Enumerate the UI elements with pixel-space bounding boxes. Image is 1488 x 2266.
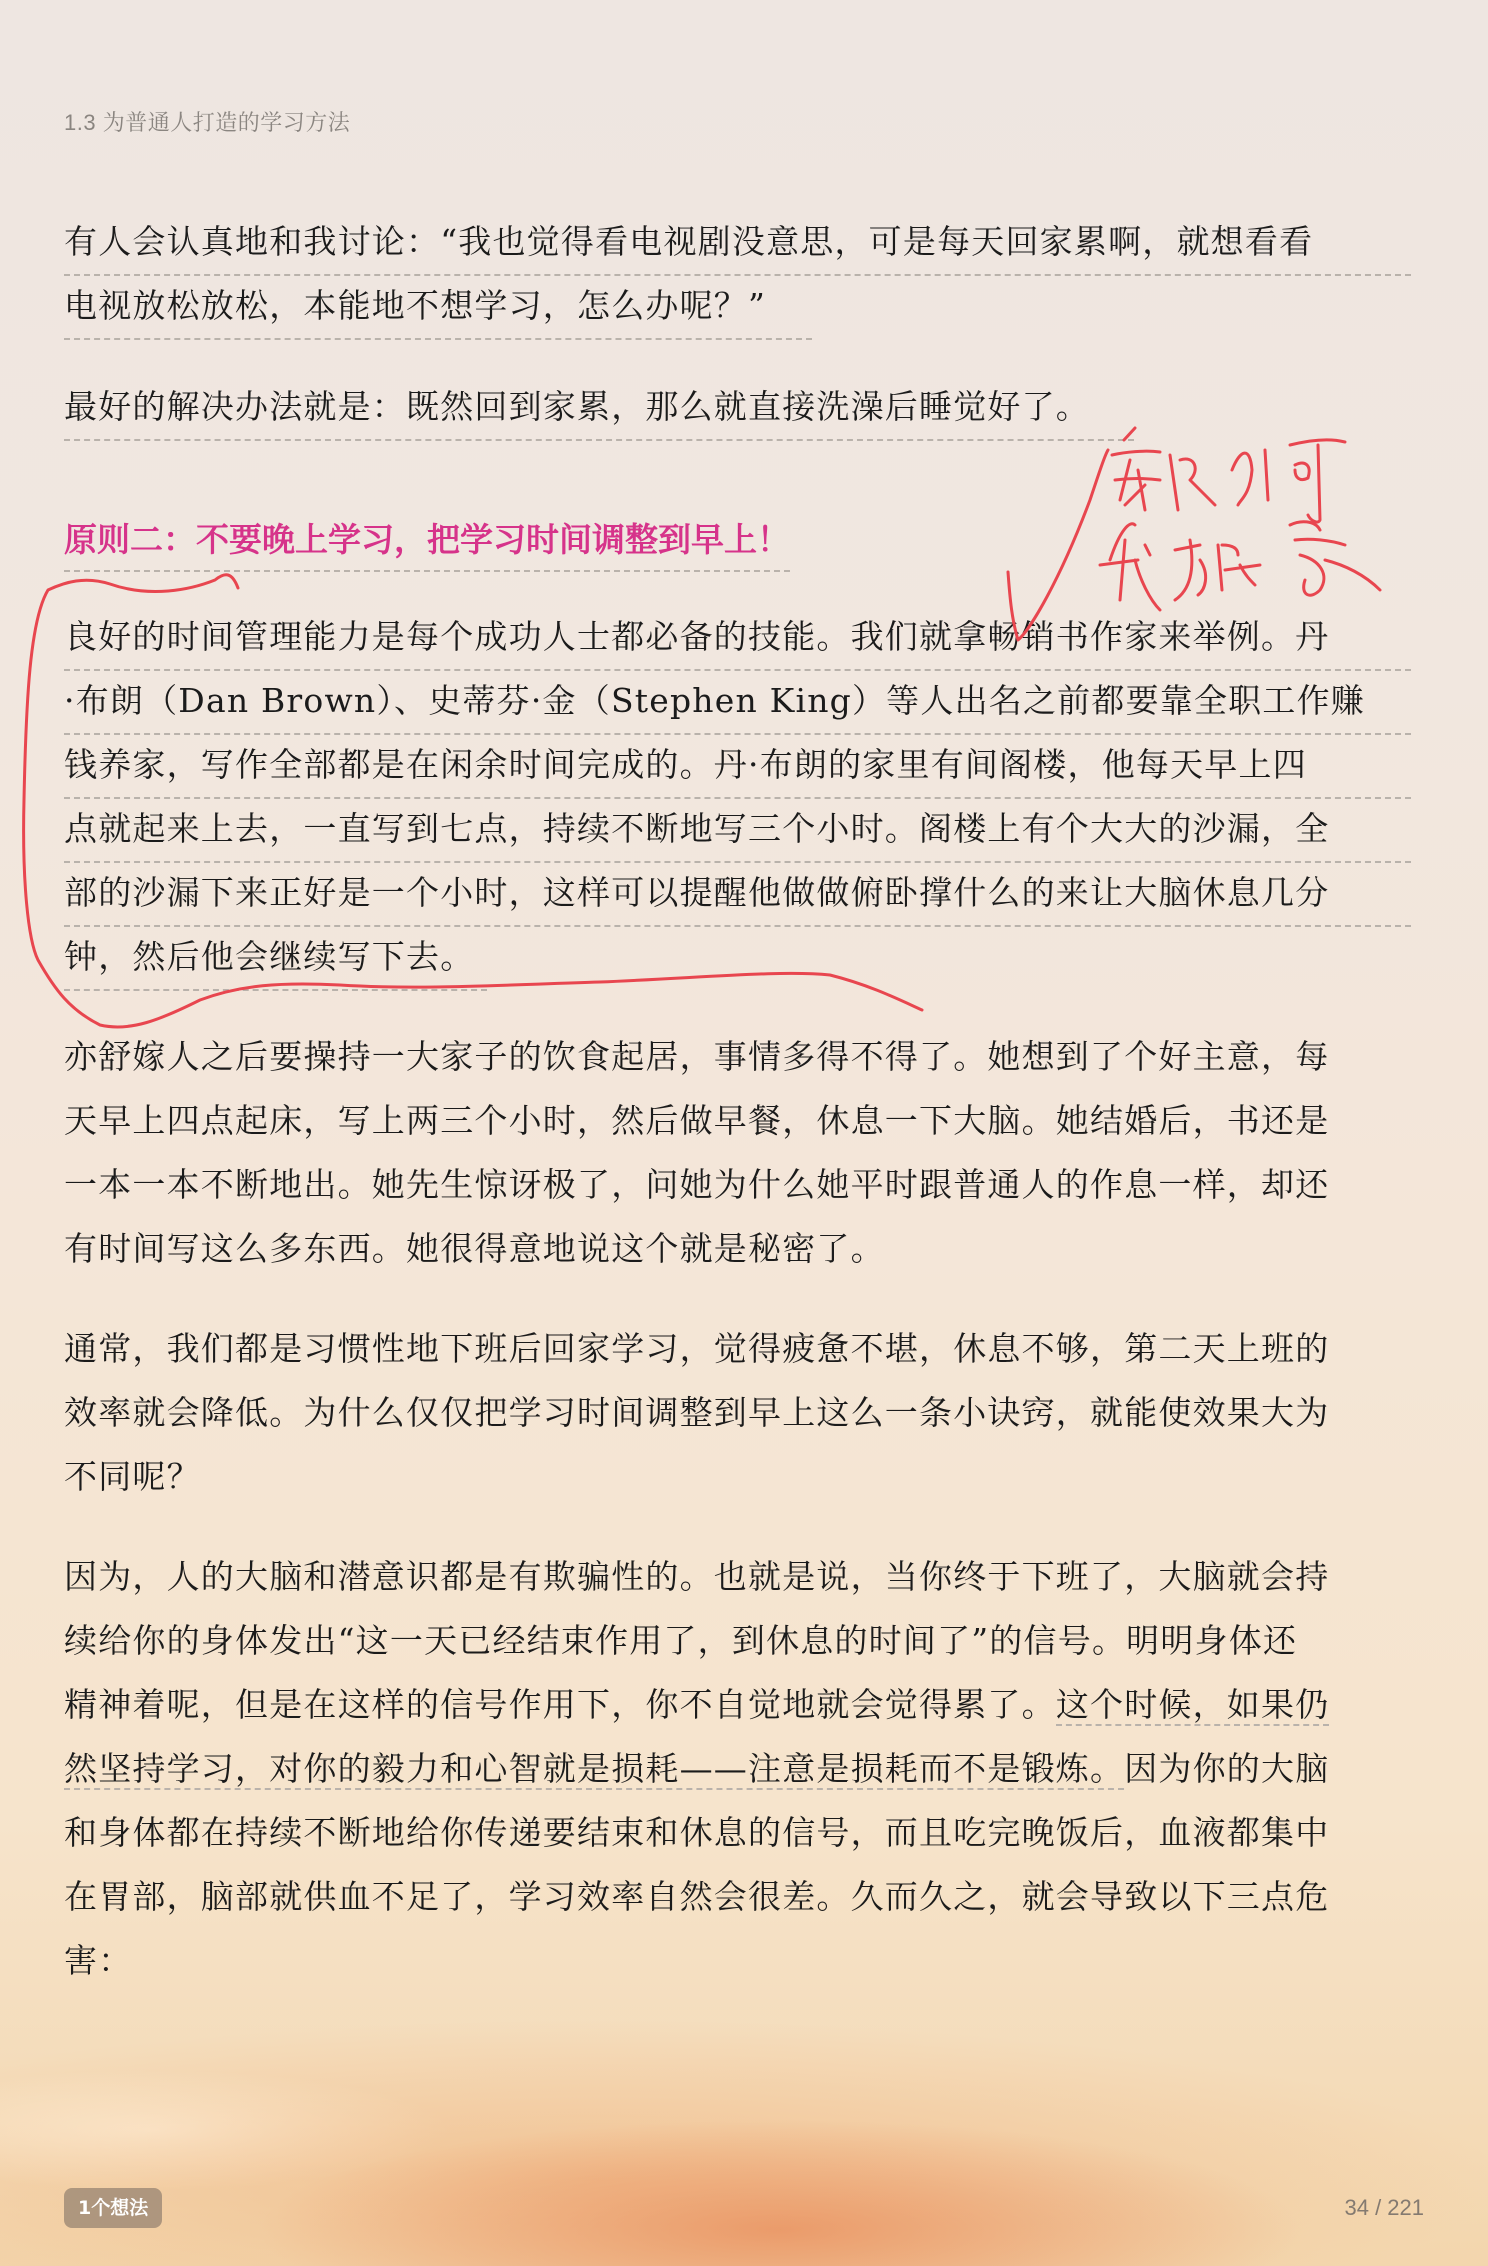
chapter-title: 1.3 为普通人打造的学习方法 xyxy=(64,110,351,135)
text-line: 天早上四点起床，写上两三个小时，然后做早餐，休息一下大脑。她结婚后，书还是 xyxy=(64,1101,1330,1140)
text-line-underlined[interactable]: 钟，然后他会继续写下去。 xyxy=(64,925,487,991)
text-line: 效率就会降低。为什么仅仅把学习时间调整到早上这么一条小诀窍，就能使效果大为 xyxy=(64,1393,1330,1432)
text-line: 一本一本不断地出。她先生惊讶极了，问她为什么她平时跟普通人的作息一样，却还 xyxy=(64,1165,1330,1204)
text-line-underlined[interactable]: 点就起来上去，一直写到七点，持续不断地写三个小时。阁楼上有个大大的沙漏，全 xyxy=(64,797,1411,863)
text-line-underlined[interactable]: 最好的解决办法就是：既然回到家累，那么就直接洗澡后睡觉好了。 xyxy=(64,375,1134,441)
text-segment-underlined[interactable]: 这个时候，如果仍 xyxy=(1055,1685,1330,1724)
text-line-underlined[interactable]: 钱养家，写作全部都是在闲余时间完成的。丹·布朗的家里有间阁楼，他每天早上四 xyxy=(64,733,1411,799)
text-segment: 精神着呢，但是在这样的信号作用下，你不自觉地就会觉得累了。 xyxy=(64,1685,1056,1724)
text-line-underlined[interactable]: 部的沙漏下来正好是一个小时，这样可以提醒他做做俯卧撑什么的来让大脑休息几分 xyxy=(64,861,1411,927)
text-line: 和身体都在持续不断地给你传递要结束和休息的信号，而且吃完晚饭后，血液都集中 xyxy=(64,1813,1330,1852)
text-line-underlined[interactable]: ·布朗（Dan Brown）、史蒂芬·金（Stephen King）等人出名之前都要靠全职工作赚 xyxy=(64,669,1411,735)
thoughts-badge[interactable]: 1个想法 xyxy=(64,2188,162,2228)
text-segment-underlined[interactable]: 然坚持学习，对你的毅力和心智就是损耗——注意是损耗而不是锻炼。 xyxy=(64,1749,1125,1788)
text-line-underlined[interactable]: 良好的时间管理能力是每个成功人士都必备的技能。我们就拿畅销书作家来举例。丹 xyxy=(64,605,1411,671)
text-line: 续给你的身体发出“这一天已经结束作用了，到休息的时间了”的信号。明明身体还 xyxy=(64,1621,1298,1660)
text-line: 害： xyxy=(64,1941,133,1980)
text-line: 不同呢？ xyxy=(64,1457,201,1496)
text-line: 在胃部，脑部就供血不足了，学习效率自然会很差。久而久之，就会导致以下三点危 xyxy=(64,1877,1330,1916)
page-indicator: 34 / 221 xyxy=(1344,2195,1424,2220)
text-line xyxy=(64,1673,1411,1737)
text-line: 因为，人的大脑和潜意识都是有欺骗性的。也就是说，当你终于下班了，大脑就会持 xyxy=(64,1557,1330,1596)
text-segment: 因为你的大脑 xyxy=(1124,1749,1330,1788)
text-line-underlined[interactable]: 电视放松放松，本能地不想学习，怎么办呢？” xyxy=(64,274,812,340)
section-heading[interactable]: 原则二：不要晚上学习，把学习时间调整到早上！ xyxy=(64,510,790,572)
text-line xyxy=(64,1737,1329,1801)
text-line-underlined[interactable]: 有人会认真地和我讨论：“我也觉得看电视剧没意思，可是每天回家累啊，就想看看 xyxy=(64,210,1411,276)
text-line: 亦舒嫁人之后要操持一大家子的饮食起居，事情多得不得了。她想到了个好主意，每 xyxy=(64,1037,1330,1076)
text-line: 有时间写这么多东西。她很得意地说这个就是秘密了。 xyxy=(64,1229,885,1268)
text-line: 通常，我们都是习惯性地下班后回家学习，觉得疲惫不堪，休息不够，第二天上班的 xyxy=(64,1329,1330,1368)
